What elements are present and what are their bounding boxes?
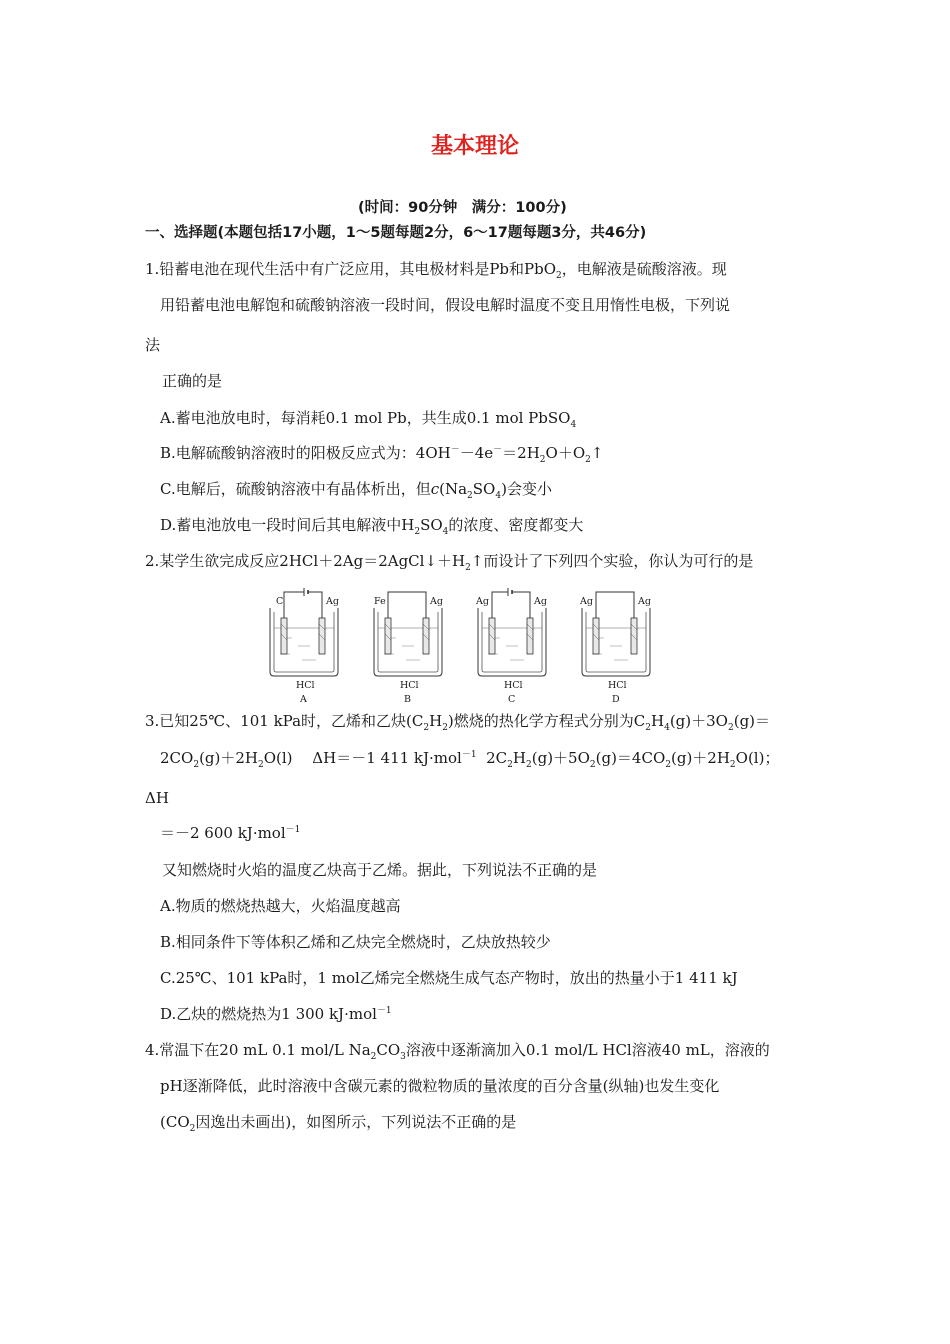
q3-option-a: A.物质的燃烧热越大，火焰温度越高: [160, 897, 401, 915]
q3-line-1: 3.已知25℃、101 kPa时，乙烯和乙炔$(C_2H_2)$燃烧的热化学方程式分别为$C_2H_4(g)+3O_2(g)=$: [145, 712, 771, 733]
q4-line-3: ($CO_2$因逸出未画出)，如图所示，下列说法不正确的是: [160, 1113, 517, 1134]
figure-c-left-electrode: Ag: [476, 596, 489, 607]
q4-line-1: 4.常温下在20 mL 0.1 mol/L $Na_2CO_3$溶液中逐渐滴加入0.1 mol/L HCl溶液40 mL，溶液的: [145, 1041, 770, 1062]
q2-stem: 2.某学生欲完成反应$2HCl+2Ag=2AgCl↓+H_2↑$而设计了下列四个实验，你认为可行的是: [145, 552, 754, 573]
figure-b-tag: B: [404, 694, 411, 705]
figure-a: [262, 588, 362, 710]
figure-c-tag: C: [508, 694, 516, 705]
figure-b-left-electrode: Fe: [374, 596, 386, 607]
figure-a-tag: A: [300, 694, 307, 705]
figure-d-left-electrode: Ag: [580, 596, 593, 607]
q3-line-5: 又知燃烧时火焰的温度乙炔高于乙烯。据此，下列说法不正确的是: [162, 861, 598, 879]
q3-line-2: $2CO_2(g)+2H_2O(l)$ ΔH＝－1 411 kJ·mol$^{-1}$ $2C_2H_2(g)+5O_2(g)=4CO_2(g)+2H_2O(l)$；: [160, 749, 780, 770]
q1-line-3: 法: [145, 336, 161, 354]
figure-d-tag: D: [612, 694, 620, 705]
q1-option-a: A.蓄电池放电时，每消耗0.1 mol Pb，共生成0.1 mol PbSO$_4$: [160, 409, 577, 430]
figure-b-solution: HCl: [400, 680, 419, 691]
q3-option-c: C.25℃、101 kPa时，1 mol乙烯完全燃烧生成气态产物时，放出的热量小于1 411 kJ: [160, 969, 738, 987]
q1-line-2: 用铅蓄电池电解饱和硫酸钠溶液一段时间，假设电解时温度不变且用惰性电极，下列说: [160, 296, 731, 314]
q1-option-c: C.电解后，硫酸钠溶液中有晶体析出，但$c(Na_2SO_4)$会变小: [160, 480, 552, 501]
figure-b-right-electrode: Ag: [430, 596, 443, 607]
q3-line-4: ＝－2 600 kJ·mol$^{-1}$: [160, 824, 301, 842]
figure-a-left-electrode: C: [276, 596, 284, 607]
q4-line-2: pH逐渐降低，此时溶液中含碳元素的微粒物质的量浓度的百分含量(纵轴)也发生变化: [160, 1077, 720, 1095]
figure-a-right-electrode: Ag: [326, 596, 339, 607]
figure-c: [470, 588, 570, 710]
q3-option-d: D.乙炔的燃烧热为1 300 kJ·mol$^{-1}$: [160, 1005, 392, 1023]
electrolysis-figures: [262, 588, 662, 710]
figure-c-solution: HCl: [504, 680, 523, 691]
q3-line-3: ΔH: [145, 789, 169, 807]
page-title: 基本理论: [430, 134, 519, 159]
q1-option-d: D.蓄电池放电一段时间后其电解液中$H_2SO_4$的浓度、密度都变大: [160, 516, 584, 537]
figure-d: [574, 588, 674, 710]
figure-d-right-electrode: Ag: [638, 596, 651, 607]
exam-meta: (时间：90分钟 满分：100分): [358, 200, 567, 216]
figure-a-solution: HCl: [296, 680, 315, 691]
section-heading: 一、选择题(本题包括17小题，1～5题每题2分，6～17题每题3分，共46分): [145, 225, 647, 241]
figure-d-solution: HCl: [608, 680, 627, 691]
q1-option-b: B.电解硫酸钠溶液时的阳极反应式为：$4OH^--4e^-=2H_2O+O_2↑$: [160, 444, 604, 465]
q3-option-b: B.相同条件下等体积乙烯和乙炔完全燃烧时，乙炔放热较少: [160, 933, 551, 951]
q1-line-1: 1.铅蓄电池在现代生活中有广泛应用，其电极材料是Pb和PbO$_2$，电解液是硫酸溶液。现: [145, 260, 727, 281]
figure-c-right-electrode: Ag: [534, 596, 547, 607]
figure-b: [366, 588, 466, 710]
q1-line-4: 正确的是: [162, 372, 223, 390]
